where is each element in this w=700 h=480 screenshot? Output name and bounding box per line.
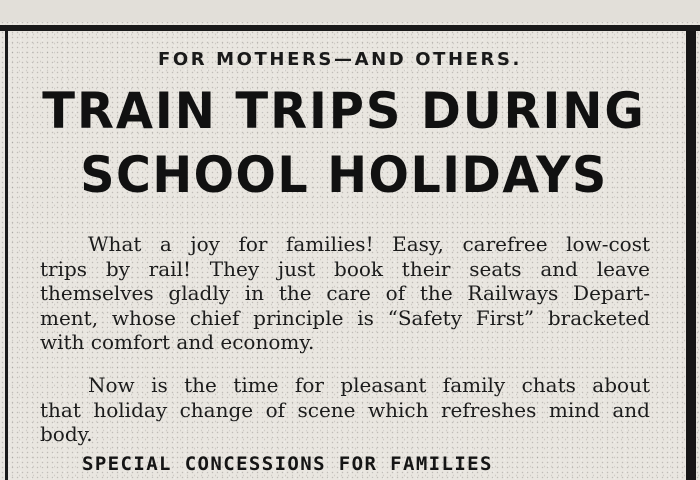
top-border-rule [0, 25, 700, 31]
kicker-line: FOR MOTHERS—AND OTHERS. [157, 49, 522, 70]
right-border-rule [686, 31, 696, 480]
subheading: SPECIAL CONCESSIONS FOR FAMILIES [82, 453, 493, 475]
paragraph-line: What a joy for families! Easy, carefree low-cost [88, 232, 650, 256]
paragraph-line: themselves gladly in the care of the Railways Depart- [40, 281, 650, 305]
paragraph-line: that holiday change of scene which refreshes mind and [40, 397, 650, 422]
paragraph-line: with comfort and economy. [40, 330, 315, 354]
paragraph-line: ment, whose chief principle is “Safety First” bracketed [40, 305, 650, 330]
headline-line-1: TRAIN TRIPS DURING [42, 82, 646, 140]
previous-column-strip [0, 0, 700, 22]
paragraph-line: Now is the time for pleasant family chats about [88, 373, 650, 397]
body-paragraph-2 [40, 373, 650, 447]
paragraph-line: trips by rail! They just book their seats and leave [40, 256, 650, 281]
headline-line-2: SCHOOL HOLIDAYS [80, 146, 608, 204]
paragraph-line: body. [40, 422, 93, 446]
left-border-rule [5, 31, 8, 480]
body-paragraph-1 [40, 232, 650, 355]
